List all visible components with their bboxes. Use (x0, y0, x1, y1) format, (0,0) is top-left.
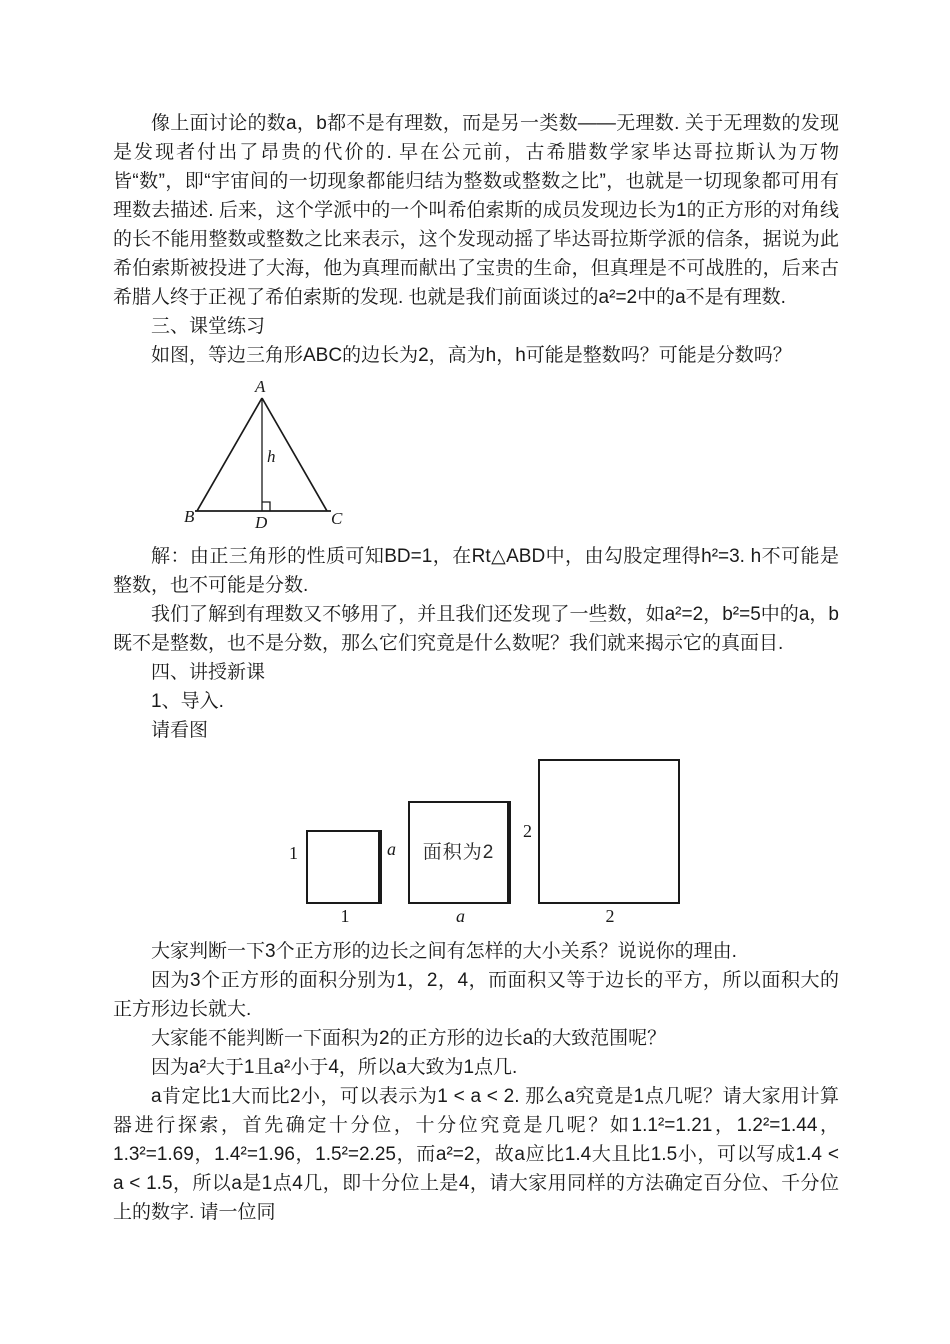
paragraph-see-figure: 请看图 (151, 720, 209, 741)
equilateral-triangle-figure (113, 370, 839, 542)
right-angle-mark (262, 502, 270, 511)
triangle-vertex-b-label: B (184, 507, 195, 526)
paragraph-answer-range: 因为a²大于1且a²小于4，所以a大致为1点几. (151, 1057, 518, 1078)
document-content (113, 109, 839, 1227)
paragraph-question-range: 大家能不能判断一下面积为2的正方形的边长a的大致范围呢？ (151, 1028, 667, 1049)
square-4-side-label: 2 (523, 821, 532, 841)
square-area-2 (408, 801, 511, 904)
section-heading-new-lesson: 四、讲授新课 (151, 662, 266, 683)
triangle-vertex-c-label: C (331, 509, 343, 528)
square-2-bottom-label: a (456, 906, 465, 926)
triangle-altitude-h-label: h (267, 447, 276, 466)
paragraph-step-intro: 1、导入. (151, 691, 224, 712)
square-2-side-label: a (387, 839, 396, 859)
square-area-1 (306, 830, 382, 904)
square-1-side-label: 1 (289, 843, 298, 863)
triangle-foot-d-label: D (255, 513, 268, 532)
triangle-vertex-a-label: A (255, 377, 266, 396)
triangle-diagram-svg (113, 370, 839, 542)
section-heading-classroom-practice: 三、课堂练习 (151, 316, 266, 337)
paragraph-exercise-triangle: 如图，等边三角形ABC的边长为2，高为h，h可能是整数吗？可能是分数吗？ (151, 345, 792, 366)
paragraph-intro-irrational: 像上面讨论的数a，b都不是有理数，而是另一类数——无理数. 关于无理数的发现是发现者付出了昂贵的代价的. 早在公元前，古希腊数学家毕达哥拉斯认为万物皆“数”，即“宇宙间的一切现象都能归结为整数或整数之比”，也就是一切现象都可用有理数去描述. 后来，这个学派中的一个叫希伯索斯的成员发现边长为1的正方形的对角线的长不能用整数或整数之比来表示，这个发现动摇了毕达哥拉斯学派的信条，据说为此希伯索斯被投进了大海，他为真理而献出了宝贵的生命，但真理是不可战胜的，后来古希腊人终于正视了希伯索斯的发现. 也就是我们前面谈过的a²=2中的a不是有理数. (113, 113, 839, 308)
square-4-bottom-label: 2 (605, 906, 615, 926)
three-squares-figure (113, 745, 839, 937)
paragraph-solution: 解：由正三角形的性质可知BD=1，在Rt△ABD中，由勾股定理得h²=3. h不可能是整数，也不可能是分数. (113, 546, 839, 596)
paragraph-calculator-exploration: a肯定比1大而比2小，可以表示为1 < a < 2. 那么a究竟是1点几呢？请大家用计算器进行探索，首先确定十分位，十分位究竟是几呢？如1.1²=1.21，1.2²=1.44，1.3²=1.69，1.4²=1.96，1.5²=2.25，而a²=2，故a应比1.4大且比1.5小，可以写成1.4 < a < 1.5，所以a是1点4几，即十分位上是4，请大家用同样的方法确定百分位、千分位上的数字. 请一位同 (113, 1086, 839, 1223)
triangle-side-ab (197, 398, 262, 511)
square-area-2-inner-label: 面积为2 (422, 842, 495, 863)
paragraph-answer-compare: 因为3个正方形的面积分别为1，2，4，而面积又等于边长的平方，所以面积大的正方形边长就大. (113, 970, 839, 1020)
square-1-bottom-label: 1 (340, 906, 350, 926)
paragraph-question-compare: 大家判断一下3个正方形的边长之间有怎样的大小关系？说说你的理由. (151, 941, 737, 962)
paragraph-reflection: 我们了解到有理数又不够用了，并且我们还发现了一些数，如a²=2，b²=5中的a，b既不是整数，也不是分数，那么它们究竟是什么数呢？我们就来揭示它的真面目. (113, 604, 839, 654)
square-area-4 (538, 759, 680, 904)
